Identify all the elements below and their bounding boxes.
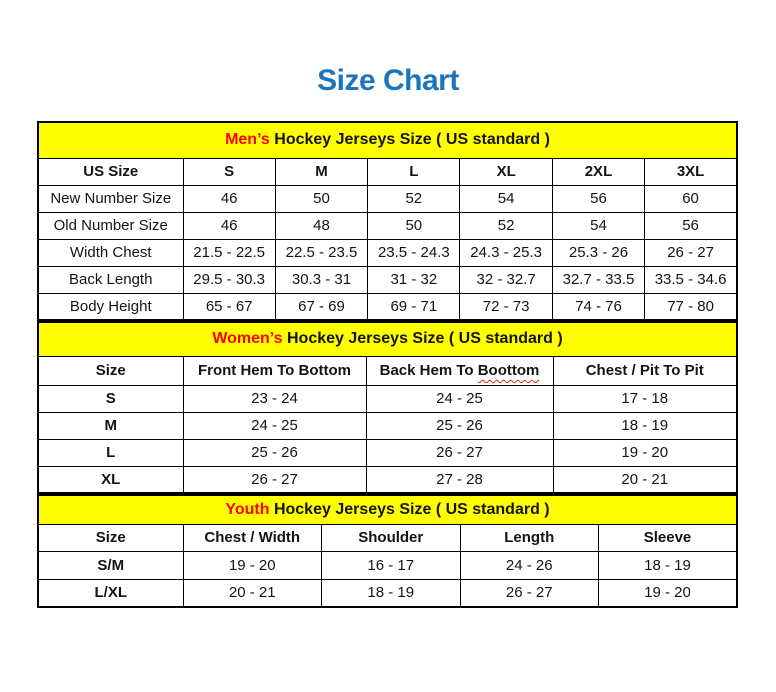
header-cell: Chest / Width: [183, 524, 322, 551]
womens-size-table: [37, 321, 738, 494]
value-cell: 52: [368, 185, 460, 212]
row-label: L/XL: [38, 579, 183, 607]
header-cell: 2XL: [552, 158, 644, 185]
value-cell: 50: [368, 212, 460, 239]
row-label: Old Number Size: [38, 212, 183, 239]
table-row: [38, 579, 737, 607]
value-cell: 60: [645, 185, 737, 212]
header-cell: [366, 356, 553, 385]
value-cell: 54: [460, 185, 552, 212]
value-cell: 19 - 20: [599, 579, 738, 607]
value-cell: 18 - 19: [599, 551, 738, 579]
value-cell: 19 - 20: [183, 551, 322, 579]
row-label: L: [38, 439, 183, 466]
value-cell: 77 - 80: [645, 293, 737, 320]
header-cell: XL: [460, 158, 552, 185]
value-cell: 21.5 - 22.5: [183, 239, 275, 266]
row-label: S: [38, 385, 183, 412]
value-cell: 52: [460, 212, 552, 239]
size-tables: [37, 121, 738, 608]
value-cell: 30.3 - 31: [275, 266, 367, 293]
value-cell: 65 - 67: [183, 293, 275, 320]
value-cell: 23 - 24: [183, 385, 366, 412]
value-cell: 16 - 17: [322, 551, 461, 579]
row-label: Body Height: [38, 293, 183, 320]
mens-size-table: [37, 121, 738, 321]
value-cell: 46: [183, 185, 275, 212]
mens-banner-cell: [38, 122, 737, 158]
womens-banner-accent: Women’s: [212, 330, 283, 348]
header-cell: Front Hem To Bottom: [183, 356, 366, 385]
value-cell: 33.5 - 34.6: [645, 266, 737, 293]
table-row: [38, 439, 737, 466]
value-cell: 32 - 32.7: [460, 266, 552, 293]
value-cell: 46: [183, 212, 275, 239]
youth-size-table: [37, 494, 738, 608]
table-row: [38, 212, 737, 239]
table-row: [38, 412, 737, 439]
header-cell: Sleeve: [599, 524, 738, 551]
womens-banner-cell: [38, 322, 737, 356]
value-cell: 56: [645, 212, 737, 239]
value-cell: 32.7 - 33.5: [552, 266, 644, 293]
value-cell: 69 - 71: [368, 293, 460, 320]
value-cell: 31 - 32: [368, 266, 460, 293]
value-cell: 18 - 19: [553, 412, 737, 439]
row-label: New Number Size: [38, 185, 183, 212]
value-cell: 27 - 28: [366, 466, 553, 493]
youth-banner: [38, 495, 737, 524]
header-cell: Shoulder: [322, 524, 461, 551]
header-cell: Length: [460, 524, 599, 551]
womens-header-row: [38, 356, 737, 385]
mens-banner-text: Hockey Jerseys Size ( US standard ): [269, 131, 550, 149]
header-cell: Chest / Pit To Pit: [553, 356, 737, 385]
table-row: [38, 551, 737, 579]
value-cell: 54: [552, 212, 644, 239]
value-cell: 24 - 26: [460, 551, 599, 579]
value-cell: 23.5 - 24.3: [368, 239, 460, 266]
table-row: [38, 466, 737, 493]
womens-banner: [38, 322, 737, 356]
misspelled-word: Boottom: [477, 362, 540, 379]
table-row: [38, 293, 737, 320]
youth-banner-text: Hockey Jerseys Size ( US standard ): [269, 500, 550, 518]
value-cell: 24.3 - 25.3: [460, 239, 552, 266]
table-row: [38, 266, 737, 293]
header-cell: US Size: [38, 158, 183, 185]
row-label: S/M: [38, 551, 183, 579]
value-cell: 19 - 20: [553, 439, 737, 466]
header-cell: M: [275, 158, 367, 185]
value-cell: 25 - 26: [366, 412, 553, 439]
value-cell: 26 - 27: [183, 466, 366, 493]
value-cell: 20 - 21: [553, 466, 737, 493]
value-cell: 56: [552, 185, 644, 212]
table-row: [38, 239, 737, 266]
womens-banner-text: Hockey Jerseys Size ( US standard ): [282, 330, 563, 348]
table-row: [38, 385, 737, 412]
value-cell: 22.5 - 23.5: [275, 239, 367, 266]
header-cell: L: [368, 158, 460, 185]
value-cell: 20 - 21: [183, 579, 322, 607]
youth-header-row: [38, 524, 737, 551]
value-cell: 67 - 69: [275, 293, 367, 320]
value-cell: 26 - 27: [460, 579, 599, 607]
value-cell: 26 - 27: [366, 439, 553, 466]
header-cell: S: [183, 158, 275, 185]
value-cell: 17 - 18: [553, 385, 737, 412]
value-cell: 18 - 19: [322, 579, 461, 607]
value-cell: 72 - 73: [460, 293, 552, 320]
row-label: Width Chest: [38, 239, 183, 266]
row-label: Back Length: [38, 266, 183, 293]
value-cell: 74 - 76: [552, 293, 644, 320]
mens-header-row: [38, 158, 737, 185]
row-label: M: [38, 412, 183, 439]
page-title: Size Chart: [317, 64, 459, 97]
youth-banner-accent: Youth: [225, 500, 270, 518]
value-cell: 25 - 26: [183, 439, 366, 466]
value-cell: 26 - 27: [645, 239, 737, 266]
row-label: XL: [38, 466, 183, 493]
value-cell: 24 - 25: [366, 385, 553, 412]
value-cell: 25.3 - 26: [552, 239, 644, 266]
mens-banner: [38, 122, 737, 158]
header-cell: Size: [38, 356, 183, 385]
header-cell: 3XL: [645, 158, 737, 185]
value-cell: 29.5 - 30.3: [183, 266, 275, 293]
header-cell: Size: [38, 524, 183, 551]
value-cell: 50: [275, 185, 367, 212]
value-cell: 48: [275, 212, 367, 239]
mens-banner-accent: Men’s: [225, 131, 270, 149]
table-row: [38, 185, 737, 212]
header-text: Back Hem To: [379, 362, 478, 379]
youth-banner-cell: [38, 495, 737, 524]
value-cell: 24 - 25: [183, 412, 366, 439]
